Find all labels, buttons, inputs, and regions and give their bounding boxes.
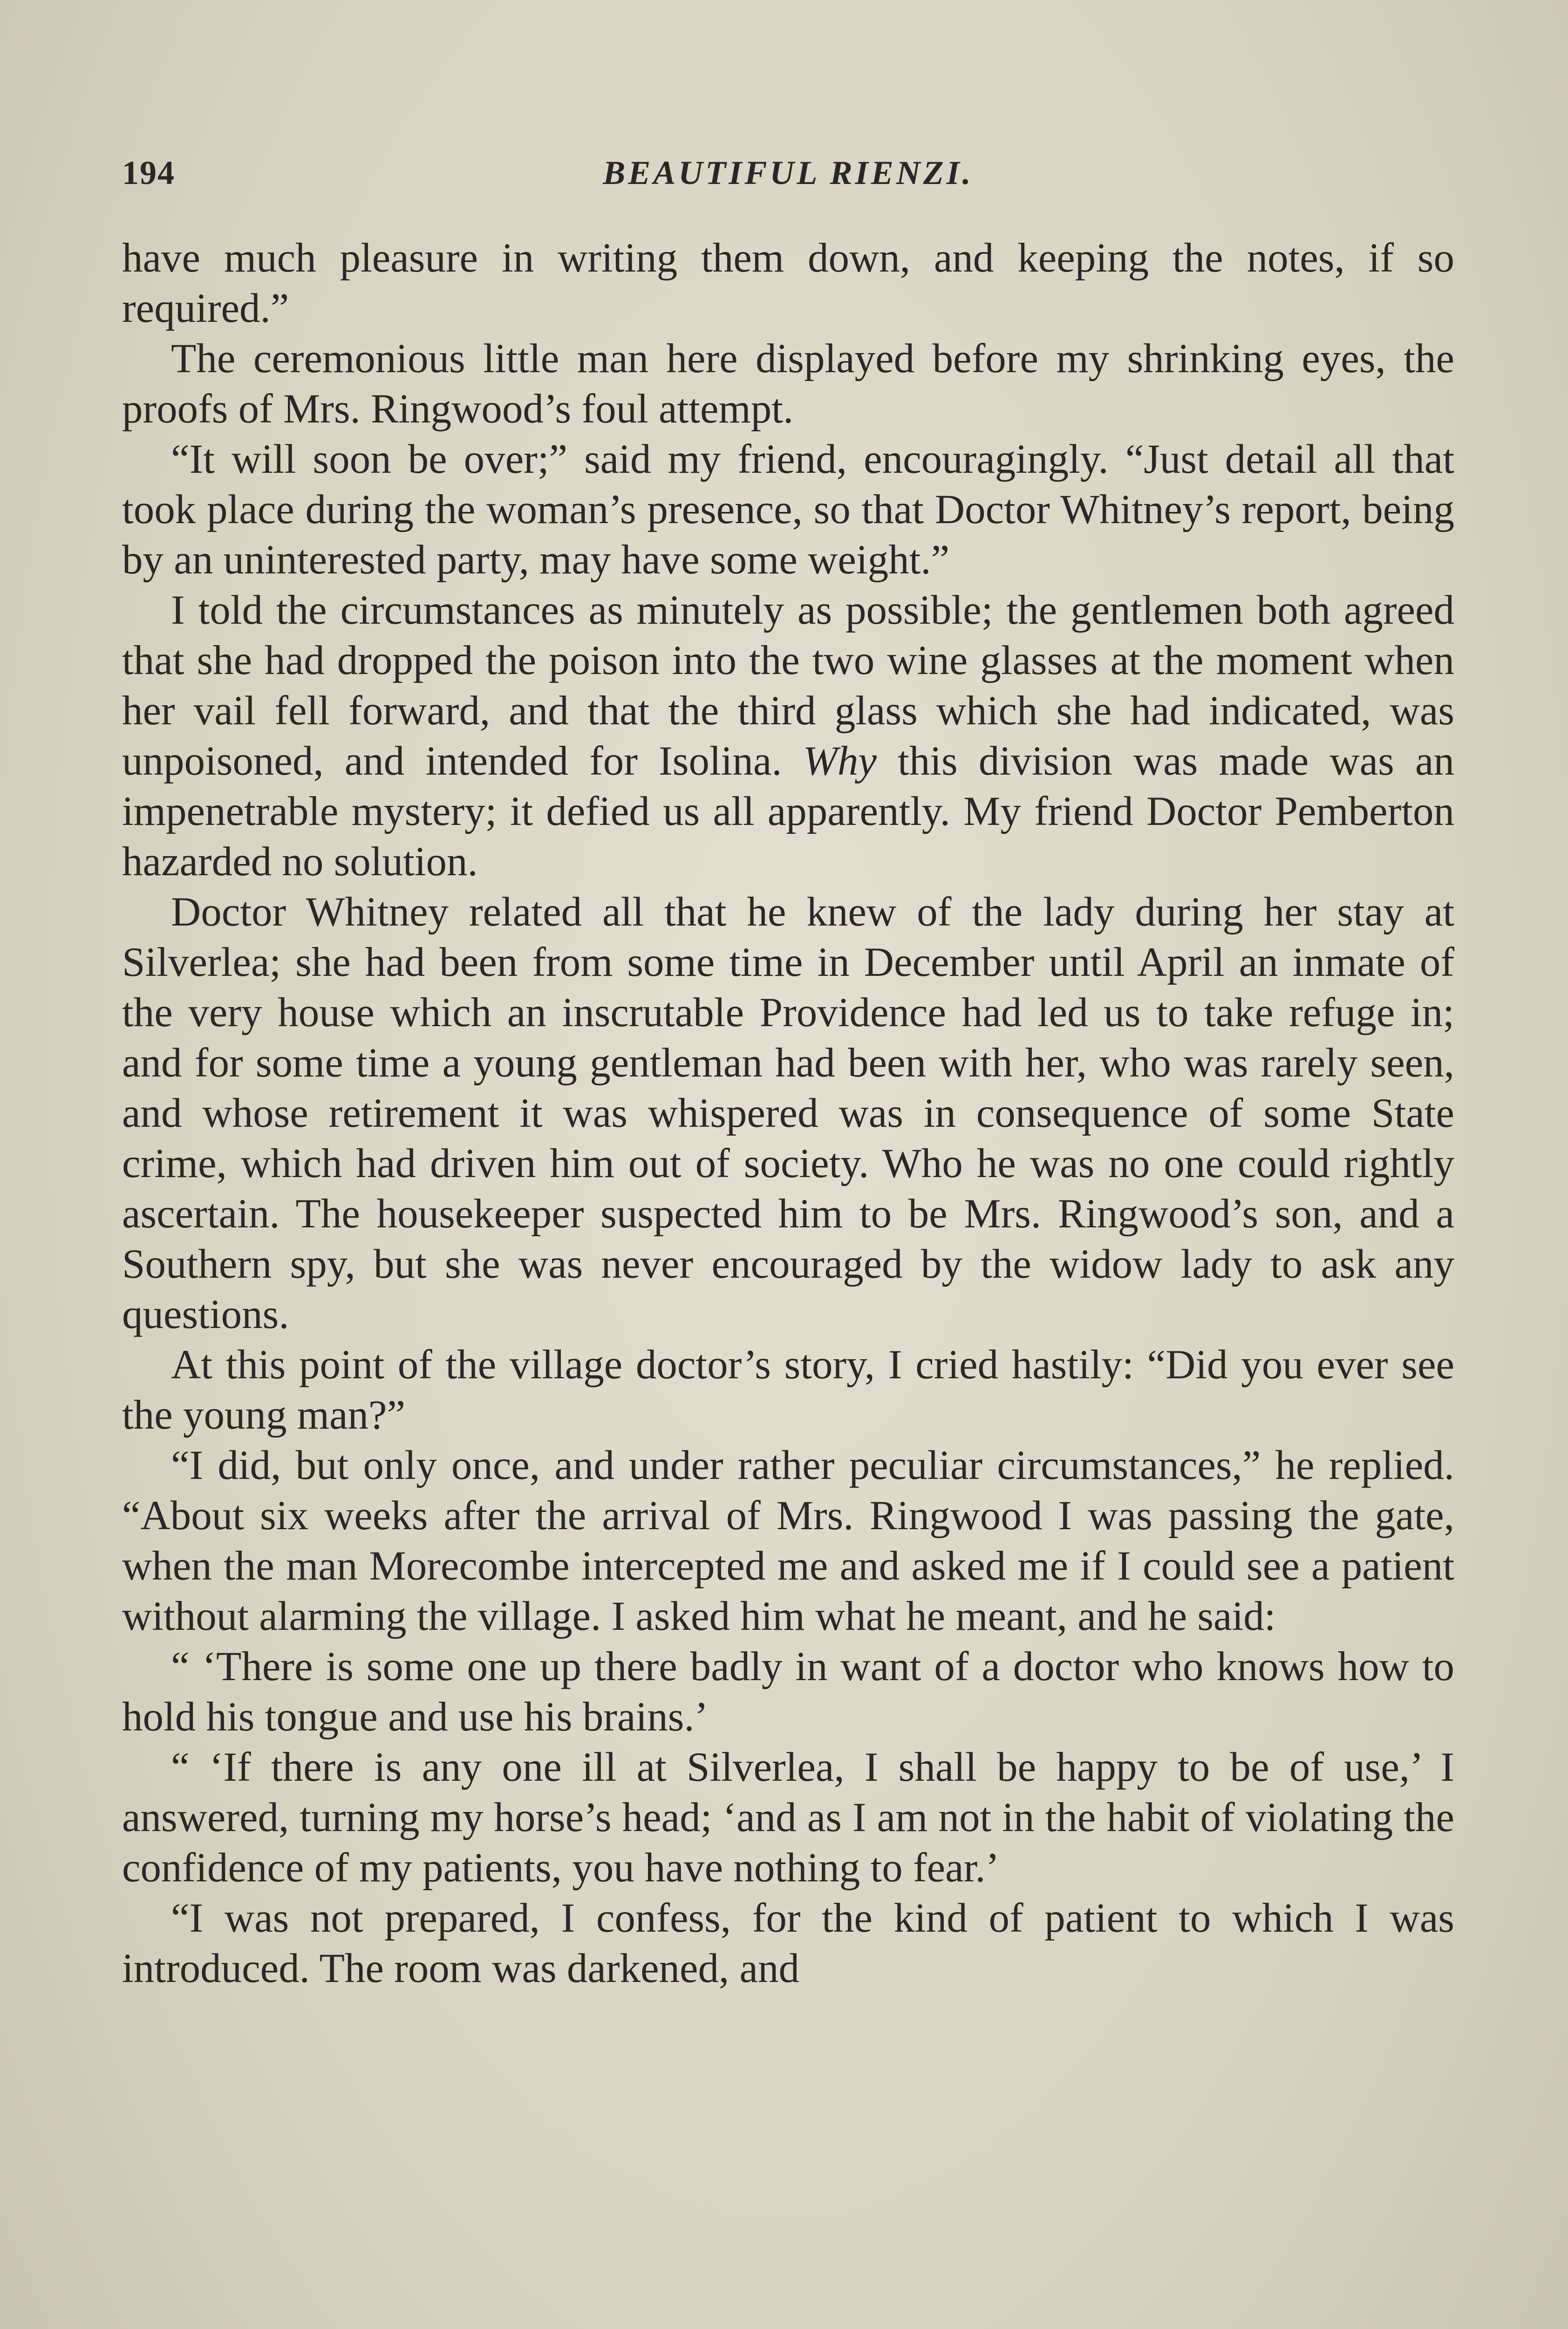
paragraph	[122, 1440, 1454, 1641]
paragraph	[122, 233, 1454, 334]
paragraph-text: “I did, but only once, and under rather peculiar circumstances,” he replied. “About six weeks after the arrival of Mrs. Ringwood I was passing the gate, when the man Morecombe intercepted me and asked me if I could see a patient without alarming the village. I asked him what he meant, and he said:	[122, 1443, 1454, 1639]
paragraph	[122, 887, 1454, 1340]
paragraph	[122, 1893, 1454, 1994]
paragraph-text: “ ‘There is some one up there badly in want of a doctor who knows how to hold his tongue and use his brains.’	[122, 1644, 1454, 1740]
paragraph-text: The ceremonious little man here displayed before my shrinking eyes, the proofs of Mrs. Ringwood’s foul attempt.	[122, 336, 1454, 432]
paragraph-text: I told the circumstances as minutely as possible; the gentlemen both agreed that she had dropped the poison into the two wine glasses at the moment when her vail fell forward, and that the third glass which she had indicated, was unpoisoned, and intended for Isolina.	[122, 587, 1454, 784]
body-text	[122, 233, 1454, 1994]
paragraph	[122, 434, 1454, 585]
paragraph-text: “It will soon be over;” said my friend, encouragingly. “Just detail all that took place during the woman’s presence, so that Doctor Whitney’s report, being by an uninterested party, may have some weight.”	[122, 436, 1454, 583]
running-title: BEAUTIFUL RIENZI.	[603, 154, 974, 191]
paragraph-text: “ ‘If there is any one ill at Silverlea, I shall be happy to be of use,’ I answered, turning my horse’s head; ‘and as I am not in the habit of violating the confidence of my patients, you have nothing to fear.’	[122, 1744, 1454, 1891]
paragraph	[122, 1641, 1454, 1742]
running-header	[122, 154, 1454, 210]
paragraph	[122, 585, 1454, 887]
paragraph	[122, 1742, 1454, 1893]
page-number: 194	[122, 154, 175, 191]
paragraph-text: At this point of the village doctor’s story, I cried hastily: “Did you ever see the young man?”	[122, 1342, 1454, 1438]
paragraph-text: have much pleasure in writing them down, and keeping the notes, if so required.”	[122, 235, 1454, 331]
paragraph	[122, 1340, 1454, 1440]
paragraph-text: “I was not prepared, I confess, for the kind of patient to which I was introduced. The room was darkened, and	[122, 1895, 1454, 1991]
paragraph	[122, 334, 1454, 434]
paragraph-text: Doctor Whitney related all that he knew of the lady during her stay at Silverlea; she had been from some time in December until April an inmate of the very house which an inscrutable Providence had led us to take refuge in; and for some time a young gentleman had been with her, who was rarely seen, and whose retirement it was whispered was in consequence of some State crime, which had driven him out of society. Who he was no one could rightly ascertain. The housekeeper suspected him to be Mrs. Ringwood’s son, and a Southern spy, but she was never encouraged by the widow lady to ask any questions.	[122, 889, 1454, 1337]
emphasized-text: Why	[803, 738, 877, 784]
paragraph-text: this division was made was an impenetrable mystery; it defied us all apparently. My friend Doctor Pemberton hazarded no solution.	[122, 738, 1454, 885]
